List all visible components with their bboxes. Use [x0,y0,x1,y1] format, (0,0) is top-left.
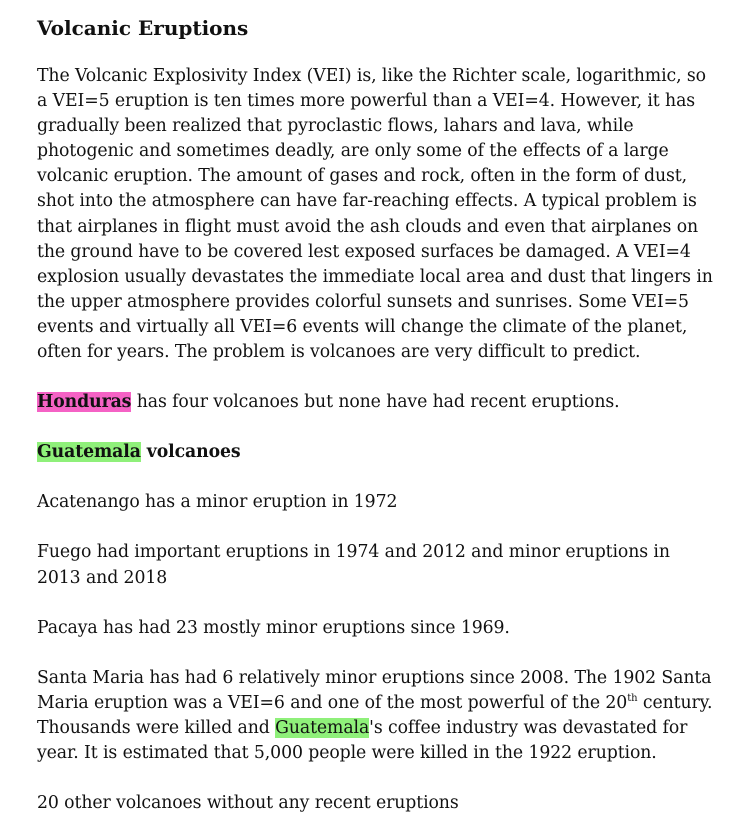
santa-maria-text-1: Santa Maria has had 6 relatively minor eruptions since 2008. The 1902 Santa Maria eruption was a VEI=6 and one of the most powerful of the 20 [37,667,712,713]
ordinal-suffix: th [627,692,638,704]
pacaya-paragraph: Pacaya has had 23 mostly minor eruptions since 1969. [37,617,510,638]
santa-maria-text-3: 's coffee industry was devastated for year. It is estimated that 5,000 people were killed in the 1922 eruption. [37,717,688,763]
guatemala-heading [37,440,714,465]
guatemala-inline-highlight: Guatemala [275,717,370,738]
page-title: Volcanic Eruptions [37,16,249,40]
honduras-highlight: Honduras [37,392,132,413]
fuego-paragraph: Fuego had important eruptions in 1974 and 2012 and minor eruptions in 2013 and 2018 [37,542,670,588]
santa-maria-text-2: century. Thousands were killed and [37,692,713,738]
intro-paragraph: The Volcanic Explosivity Index (VEI) is, like the Richter scale, logarithmic, so a VEI=5 eruption is ten times more powerful than a VEI=4. However, it has gradually been realized that pyroclastic flows, lahars and lava, while photogenic and sometimes deadly, are only some of the effects of a large volcanic eruption. The amount of gases and rock, often in the form of dust, shot into the atmosphere can have far-reaching effects. A typical problem is that airplanes in flight must avoid the ash clouds and even that airplanes on the ground have to be covered lest exposed surfaces be damaged. A VEI=4 explosion usually devastates the immediate local area and dust that lingers in the upper atmosphere provides colorful sunsets and sunrises. Some VEI=5 events and virtually all VEI=6 events will change the climate of the planet, often for years. The problem is volcanoes are very difficult to predict. [37,66,713,363]
guatemala-highlight: Guatemala [37,442,141,463]
honduras-text: has four volcanoes but none have had recent eruptions. [131,392,620,413]
other-volcanoes-paragraph: 20 other volcanoes without any recent eruptions [37,793,459,814]
guatemala-heading-text: volcanoes [140,442,241,463]
santa-maria-paragraph [37,666,714,766]
acatenango-paragraph: Acatenango has a minor eruption in 1972 [37,492,398,513]
honduras-paragraph [37,390,714,415]
